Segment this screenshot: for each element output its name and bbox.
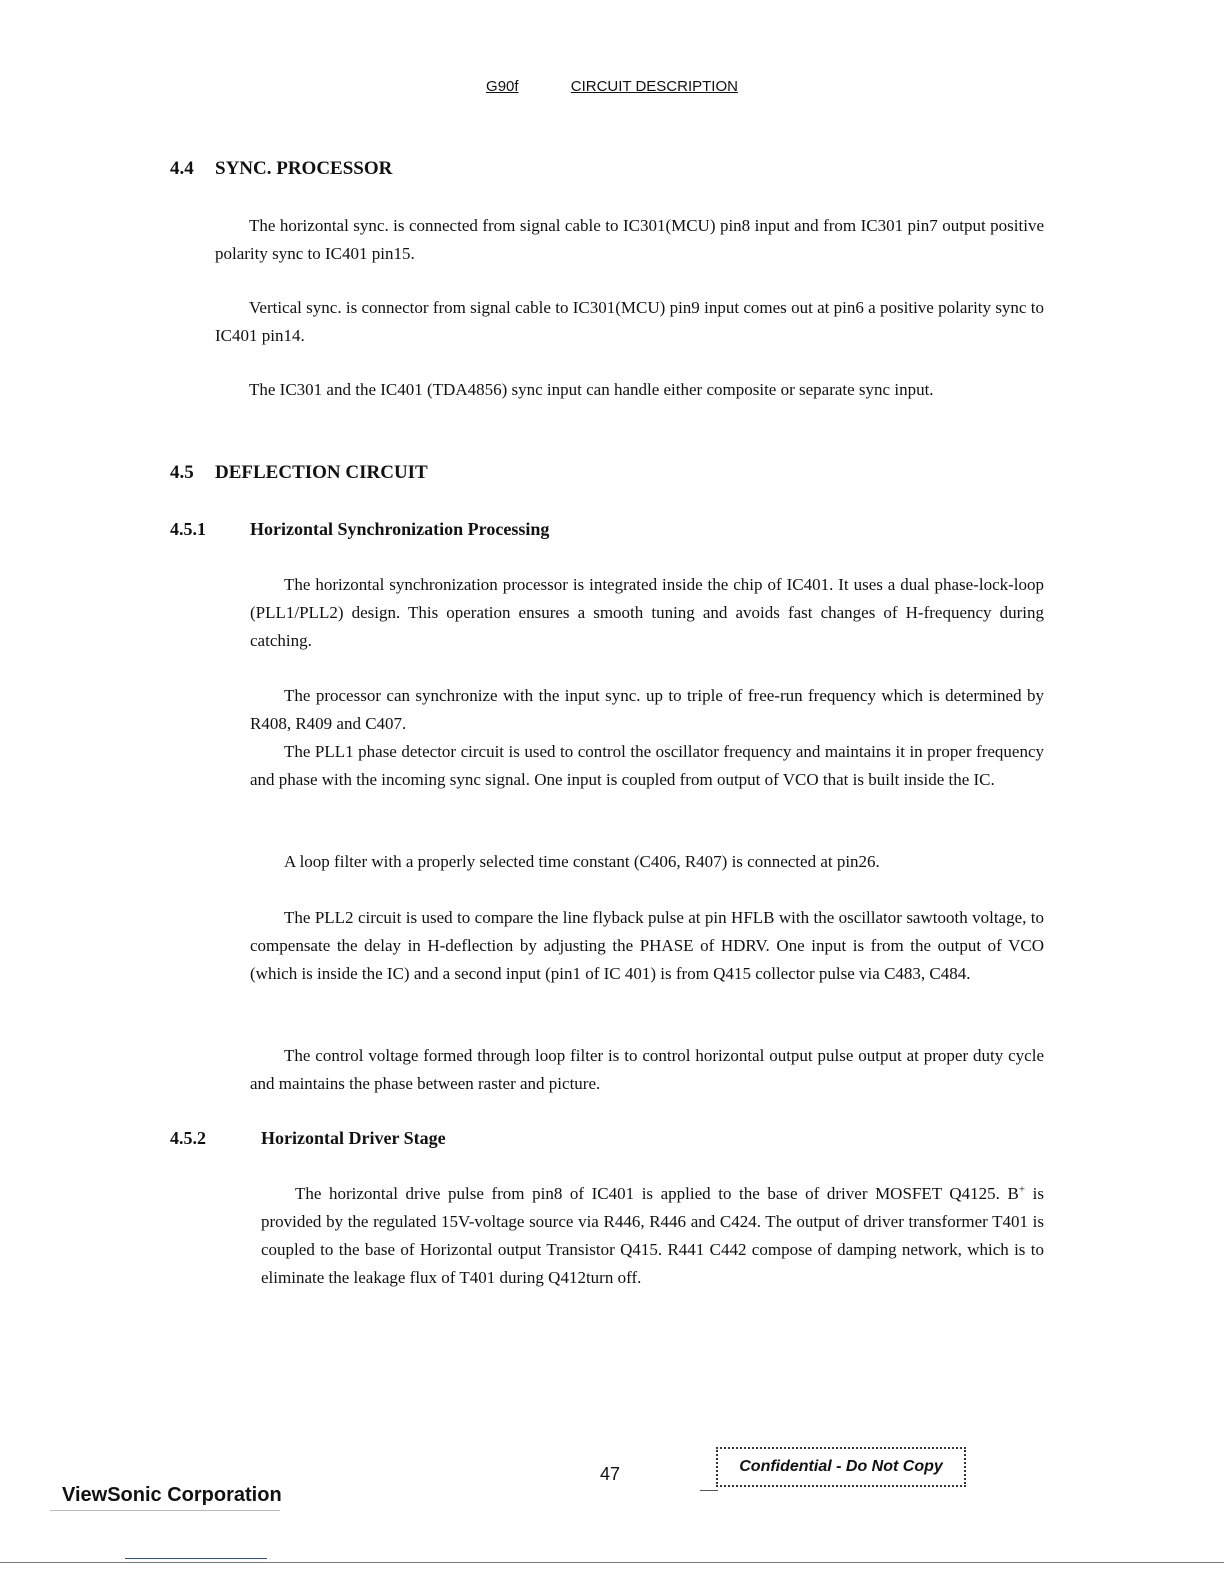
section-4-5-1-number: 4.5.1: [170, 519, 206, 539]
s44-paragraph-1: The horizontal sync. is connected from signal cable to IC301(MCU) pin8 input and from IC301 pin7 output positive polarity sync to IC401 pin15.: [215, 216, 1044, 263]
s451-paragraph-1: The horizontal synchronization processor is integrated inside the chip of IC401. It uses a dual phase-lock-loop (PLL1/PLL2) design. This operation ensures a smooth tuning and avoids fast changes of H-frequency during catching.: [250, 575, 1044, 650]
s452-paragraph-1: The horizontal drive pulse from pin8 of IC401 is applied to the base of driver MOSFET Q4125. B+ is provided by the regulated 15V-voltage source via R446, R446 and C424. The output of driver transformer T401 is coupled to the base of Horizontal output Transistor Q415. R441 C442 compose of damping network, which is to eliminate the leakage flux of T401 during Q412turn off.: [261, 1183, 1044, 1287]
section-4-5-1-title: Horizontal Synchronization Processing: [250, 519, 550, 539]
s451-paragraph-6: The control voltage formed through loop filter is to control horizontal output pulse output at proper duty cycle and maintains the phase between raster and picture.: [250, 1046, 1044, 1093]
page-number: 47: [599, 1464, 621, 1484]
s451-paragraph-5: The PLL2 circuit is used to compare the line flyback pulse at pin HFLB with the oscillator sawtooth voltage, to compensate the delay in H-deflection by adjusting the PHASE of HDRV. One input is from the output of VCO (which is inside the IC) and a second input (pin1 of IC 401) is from Q415 collector pulse via C483, C484.: [250, 908, 1044, 983]
confidential-notice: Confidential - Do Not Copy: [716, 1447, 966, 1487]
company-name: ViewSonic Corporation: [62, 1484, 282, 1506]
s451-paragraph-4: A loop filter with a properly selected time constant (C406, R407) is connected at pin26.: [284, 852, 880, 871]
running-header: [0, 78, 1224, 95]
company-rule: [50, 1510, 280, 1511]
header-title: CIRCUIT DESCRIPTION: [570, 78, 738, 95]
s44-paragraph-2: Vertical sync. is connector from signal cable to IC301(MCU) pin9 input comes out at pin6 a positive polarity sync to IC401 pin14.: [215, 298, 1044, 345]
header-model: G90f: [486, 78, 519, 95]
section-4-5-title: DEFLECTION CIRCUIT: [215, 462, 428, 483]
bottom-page-rule: [0, 1562, 1224, 1563]
s44-paragraph-3: The IC301 and the IC401 (TDA4856) sync input can handle either composite or separate sync input.: [249, 380, 934, 399]
s451-paragraph-3: The PLL1 phase detector circuit is used to control the oscillator frequency and maintains it in proper frequency and phase with the incoming sync signal. One input is coupled from output of VCO that is built inside the IC.: [250, 742, 1044, 789]
b-plus-superscript: +: [1018, 1183, 1026, 1196]
section-4-5-2-title: Horizontal Driver Stage: [261, 1128, 446, 1148]
bottom-blue-rule: [125, 1558, 267, 1559]
confidential-underline: [700, 1490, 718, 1491]
section-4-5-2-number: 4.5.2: [170, 1128, 206, 1148]
section-4-4-title: SYNC. PROCESSOR: [215, 158, 393, 179]
section-4-4-number: 4.4: [170, 158, 194, 179]
s451-paragraph-2: The processor can synchronize with the input sync. up to triple of free-run frequency which is determined by R408, R409 and C407.: [250, 686, 1044, 733]
section-4-5-number: 4.5: [170, 462, 194, 483]
